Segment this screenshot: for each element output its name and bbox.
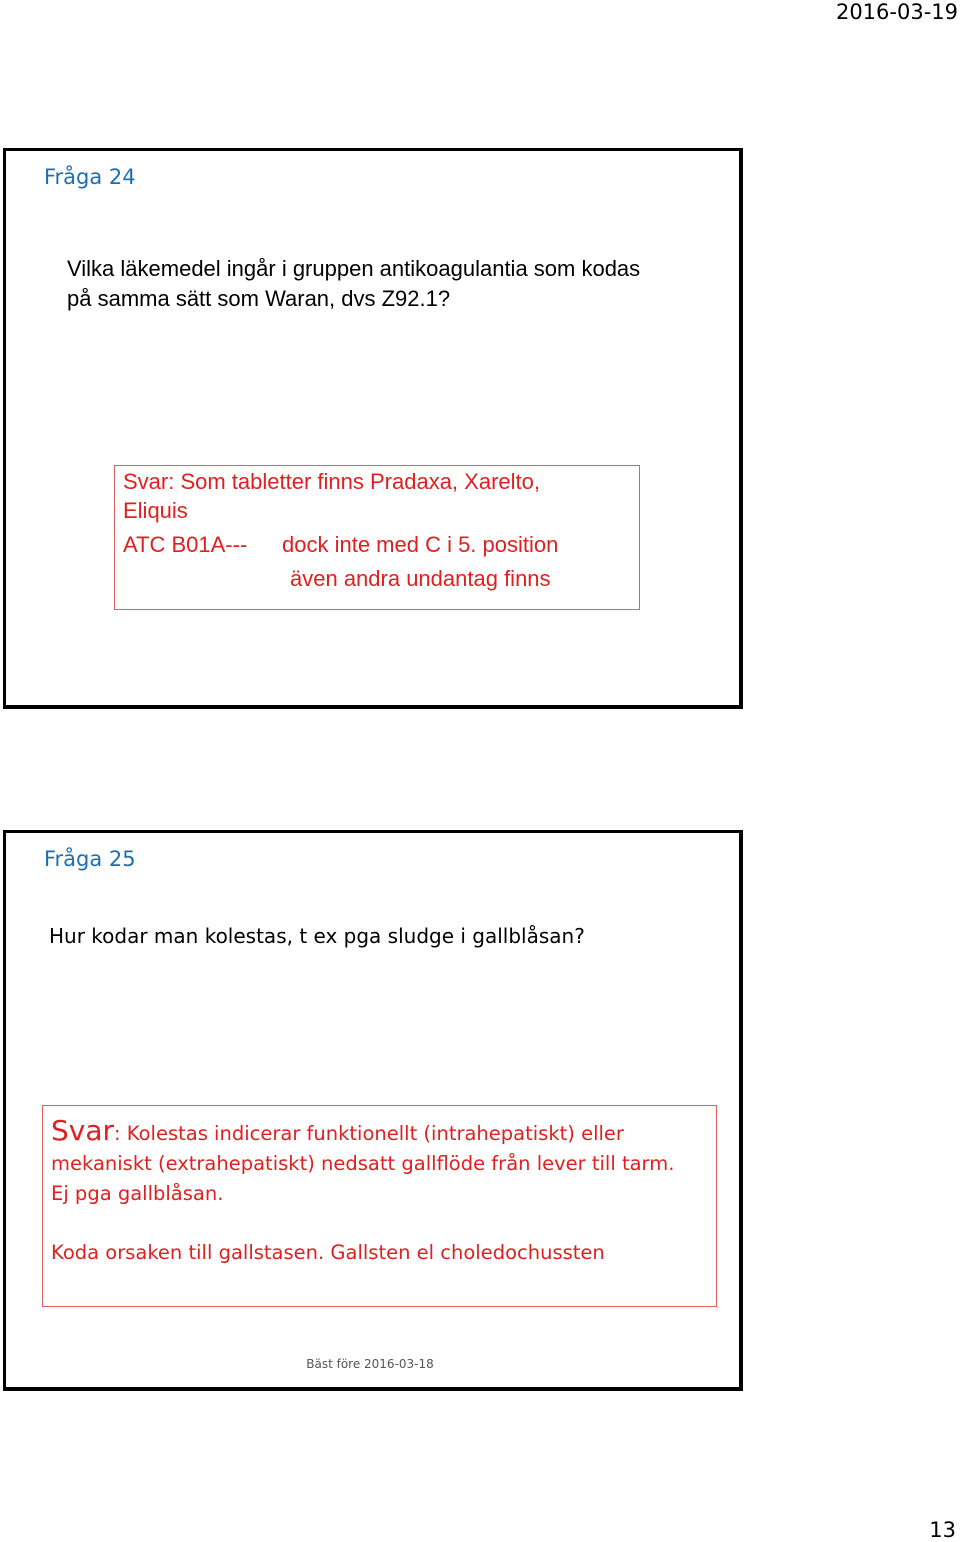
slide-title: Fråga 24: [44, 165, 136, 189]
atc-code: ATC B01A---: [123, 532, 248, 557]
header-date: 2016-03-19: [835, 0, 958, 24]
answer-label: Svar: [51, 1114, 115, 1147]
question-line-1: Vilka läkemedel ingår i gruppen antikoagulantia som kodas: [67, 256, 641, 281]
slide-fraga-24: [3, 148, 743, 709]
answer-note-2: även andra undantag finns: [290, 566, 551, 591]
page-number: 13: [929, 1518, 956, 1542]
question-line-2: på samma sätt som Waran, dvs Z92.1?: [67, 286, 451, 311]
question-line: Hur kodar man kolestas, t ex pga sludge i gallblåsan?: [49, 924, 585, 948]
answer-line-3: Ej pga gallblåsan.: [51, 1182, 224, 1205]
slide-title: Fråga 25: [44, 847, 136, 871]
answer-line-4: Koda orsaken till gallstasen. Gallsten el choledochussten: [51, 1241, 605, 1264]
answer-text-1: : Kolestas indicerar funktionellt (intrahepatiskt) eller: [114, 1122, 624, 1145]
answer-line-2: mekaniskt (extrahepatiskt) nedsatt gallflöde från lever till tarm.: [51, 1152, 675, 1175]
answer-box: [42, 1105, 717, 1307]
answer-note-1: dock inte med C i 5. position: [282, 532, 559, 557]
slide-fraga-25: [3, 830, 743, 1391]
answer-line-1: [51, 1114, 624, 1147]
answer-box: [114, 465, 640, 610]
answer-line-1: Svar: Som tabletter finns Pradaxa, Xarelto,: [123, 469, 540, 494]
answer-line-2: Eliquis: [123, 498, 188, 523]
slide-footer: Bäst före 2016-03-18: [306, 1357, 434, 1371]
